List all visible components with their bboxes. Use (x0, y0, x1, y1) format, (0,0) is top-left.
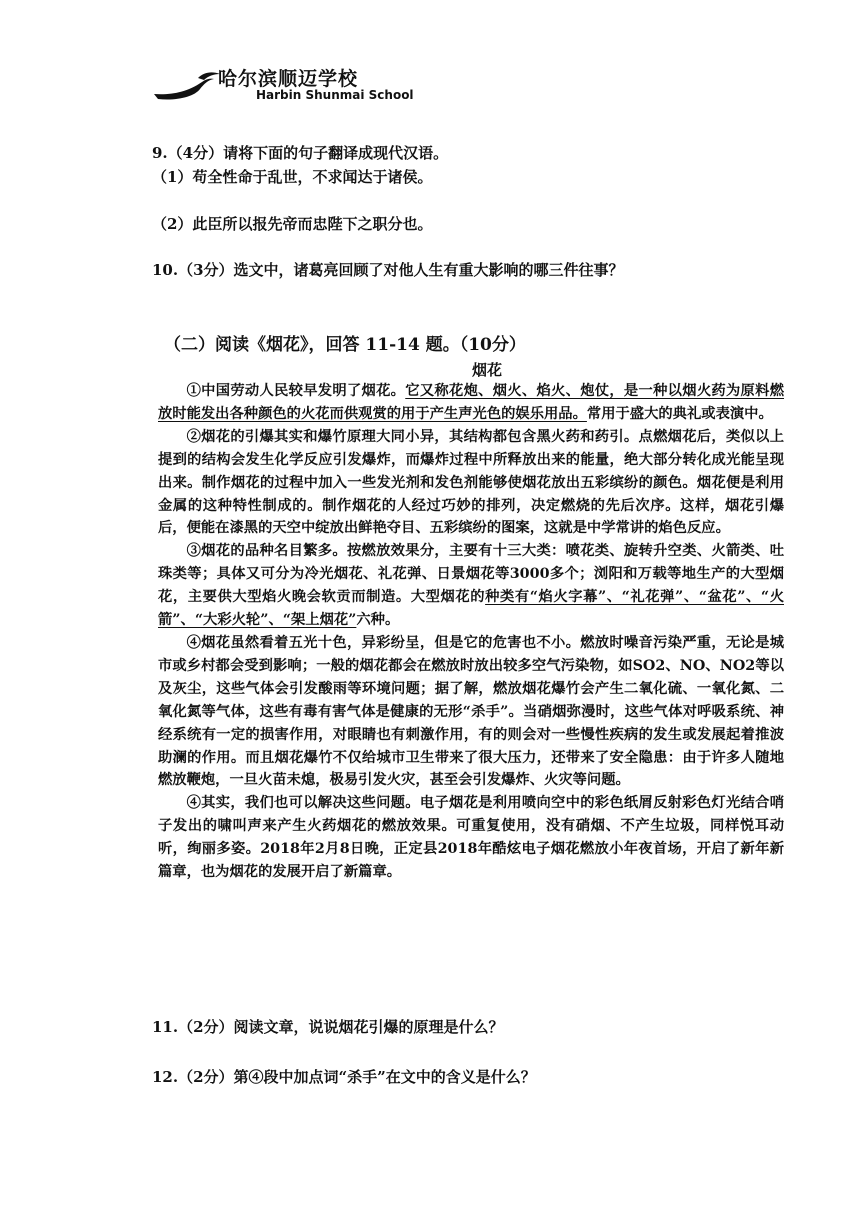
question-9-item-2: （2）此臣所以报先帝而忠陛下之职分也。 (152, 215, 433, 233)
question-9-item-1: （1）苟全性命于乱世，不求闻达于诸侯。 (152, 168, 433, 186)
paragraph-2: ②烟花的引爆其实和爆竹原理大同小异，其结构都包含黑火药和药引。点燃烟花后，类似以上提到的结构会发生化学反应引发爆炸，而爆炸过程中所释放出来的能量，绝大部分转化成光能呈现出来。制作烟花的过程中加入一些发光剂和发色剂能够使烟花放出五彩缤纷的颜色。烟花便是利用金属的这种特性制成的。制作烟花的人经过巧妙的排列，决定燃烧的先后次序。这样，烟花引爆后，便能在漆黑的天空中绽放出鲜艳夺目、五彩缤纷的图案，这就是中学常讲的焰色反应。 (158, 428, 784, 537)
school-name-en: Harbin Shunmai School (256, 88, 414, 102)
paragraph-3: ③烟花的品种名目繁多。按燃放效果分，主要有十三大类：喷花类、旋转升空类、火箭类、吐珠类等；具体又可分为冷光烟花、礼花弹、日景烟花等3000多个；浏阳和万载等地生产的大型烟花，主要供大型焰火晚会软贡而制造。大型烟花的种类有“焰火字幕”、“礼花弹”、“盆花”、“火箭”、“大彩火轮”、“架上烟花”六种。 (158, 543, 784, 629)
paragraph-5: ④其实，我们也可以解决这些问题。电子烟花是利用喷向空中的彩色纸屑反射彩色灯光结合哨子发出的啸叫声来产生火药烟花的燃放效果。可重复使用，没有硝烟、不产生垃圾，同样悦耳动听，绚丽多姿。2018年2月8日晚，正定县2018年酷炫电子烟花燃放小年夜首场，开启了新年新篇章，也为烟花的发展开启了新篇章。 (158, 795, 784, 881)
article-body (158, 380, 784, 884)
school-logo (152, 60, 442, 108)
question-10: 10.（3分）选文中，诸葛亮回顾了对他人生有重大影响的哪三件往事？ (152, 261, 624, 279)
question-9-title: 9.（4分）请将下面的句子翻译成现代汉语。 (152, 144, 449, 162)
question-12: 12.（2分）第④段中加点词“杀手”在文中的含义是什么？ (152, 1068, 536, 1086)
underlined-types: 种类有“焰火字幕”、“礼花弹”、“盆花”、“火箭”、“大彩火轮”、“架上烟花” (158, 589, 784, 629)
section-heading: （二）阅读《烟花》，回答 11-14 题。（10分） (164, 335, 526, 355)
question-11: 11.（2分）阅读文章，说说烟花引爆的原理是什么？ (152, 1018, 504, 1036)
paragraph-4: ④烟花虽然看着五光十色，异彩纷呈，但是它的危害也不小。燃放时噪音污染严重，无论是城市或乡村都会受到影响；一般的烟花都会在燃放时放出较多空气污染物，如SO2、NO、NO2等以及灰尘，这些气体会引发酸雨等环境问题；据了解，燃放烟花爆竹会产生二氧化硫、一氧化氮、二氧化氮等气体，这些有毒有害气体是健康的无形“杀手”。当硝烟弥漫时，这些气体对呼吸系统、神经系统有一定的损害作用，对眼睛也有刺激作用，有的则会对一些慢性疾病的发生或发展起着推波助澜的作用。而且烟花爆竹不仅给城市卫生带来了很大压力，还带来了安全隐患：由于许多人随地燃放鞭炮，一旦火苗未熄，极易引发火灾，甚至会引发爆炸、火灾等问题。 (158, 634, 784, 789)
school-name-cn: 哈尔滨顺迈学校 (218, 68, 359, 90)
underlined-definition: 它又称花炮、烟火、焰火、炮仗，是一种以烟火药为原料燃放时能发出各种颜色的火花而供观赏的用于产生声光色的娱乐用品。 (158, 383, 785, 422)
article-title: 烟花 (472, 361, 503, 379)
paragraph-1: ①中国劳动人民较早发明了烟花。它又称花炮、烟火、焰火、炮仗，是一种以烟火药为原料燃放时能发出各种颜色的火花而供观赏的用于产生声光色的娱乐用品。常用于盛大的典礼或表演中。 (158, 383, 785, 422)
swan-logo-icon (152, 68, 222, 104)
